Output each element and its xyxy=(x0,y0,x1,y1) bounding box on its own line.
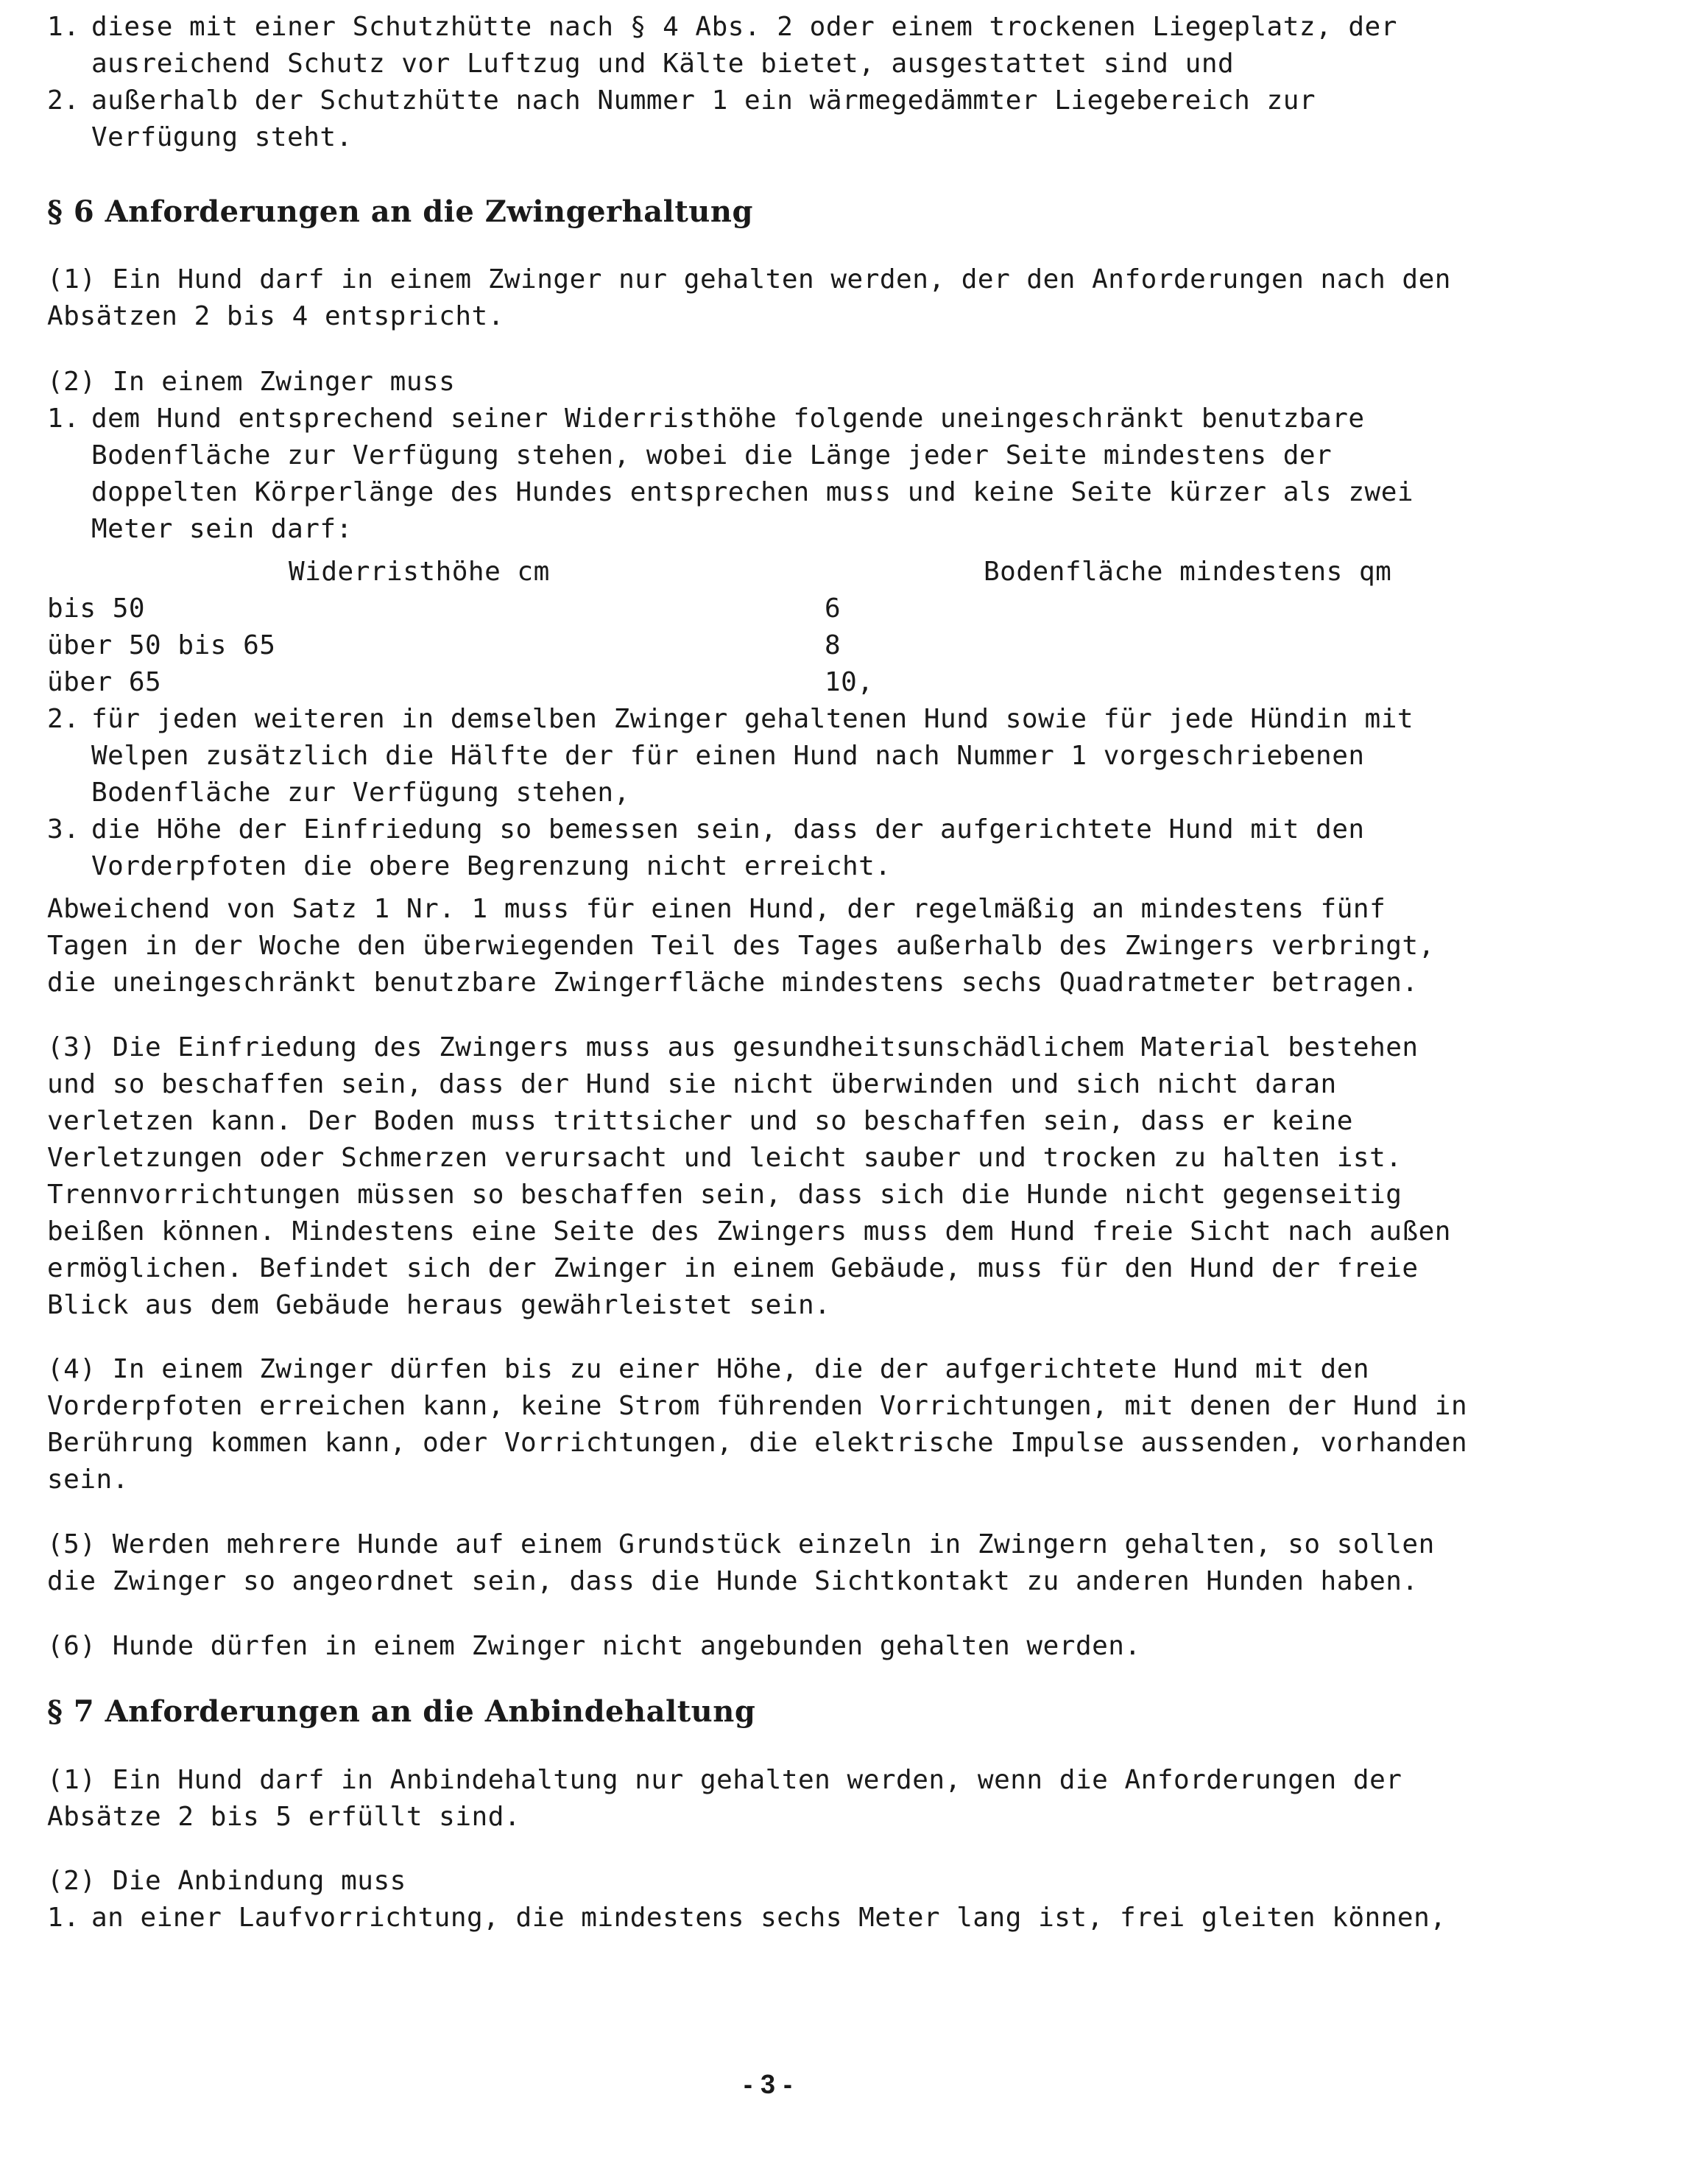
paragraph-line: verletzen kann. Der Boden muss trittsicher und so beschaffen sein, dass er keine xyxy=(47,1106,1353,1136)
table-header: Widerristhöhe cm xyxy=(289,557,550,587)
list-item-text: Meter sein darf: xyxy=(91,514,353,544)
table-cell: 10, xyxy=(825,667,874,697)
paragraph-line: (3) Die Einfriedung des Zwingers muss aus gesundheitsunschädlichem Material bestehen xyxy=(47,1032,1419,1062)
list-item-text: doppelten Körperlänge des Hundes entsprechen muss und keine Seite kürzer als zwei xyxy=(91,477,1414,507)
paragraph-line: (5) Werden mehrere Hunde auf einem Grundstück einzeln in Zwingern gehalten, so sollen xyxy=(47,1529,1435,1559)
list-item-text: an einer Laufvorrichtung, die mindestens sechs Meter lang ist, frei gleiten können, xyxy=(91,1903,1447,1933)
list-number: 1. xyxy=(47,1903,80,1933)
paragraph-line: (1) Ein Hund darf in einem Zwinger nur gehalten werden, der den Anforderungen nach den xyxy=(47,264,1451,295)
paragraph-line: (4) In einem Zwinger dürfen bis zu einer Höhe, die der aufgerichtete Hund mit den xyxy=(47,1354,1370,1384)
list-item-text: dem Hund entsprechend seiner Widerristhöhe folgende uneingeschränkt benutzbare xyxy=(91,403,1365,434)
table-cell: bis 50 xyxy=(47,593,146,624)
section-heading: § 6 Anforderungen an die Zwingerhaltung xyxy=(47,194,753,229)
list-item-text: ausreichend Schutz vor Luftzug und Kälte bietet, ausgestattet sind und xyxy=(91,49,1235,79)
list-item-text: für jeden weiteren in demselben Zwinger gehaltenen Hund sowie für jede Hündin mit xyxy=(91,704,1414,734)
paragraph-line: Verletzungen oder Schmerzen verursacht und leicht sauber und trocken zu halten ist. xyxy=(47,1143,1402,1173)
paragraph-line: (2) Die Anbindung muss xyxy=(47,1866,406,1896)
paragraph-line: (6) Hunde dürfen in einem Zwinger nicht angebunden gehalten werden. xyxy=(47,1631,1141,1661)
list-number: 2. xyxy=(47,85,80,116)
paragraph-line: Tagen in der Woche den überwiegenden Teil des Tages außerhalb des Zwingers verbringt, xyxy=(47,931,1435,961)
paragraph-line: Vorderpfoten erreichen kann, keine Strom führenden Vorrichtungen, mit denen der Hund in xyxy=(47,1391,1468,1421)
paragraph-line: (1) Ein Hund darf in Anbindehaltung nur gehalten werden, wenn die Anforderungen der xyxy=(47,1765,1402,1795)
list-item-text: Welpen zusätzlich die Hälfte der für einen Hund nach Nummer 1 vorgeschriebenen xyxy=(91,741,1365,771)
list-number: 2. xyxy=(47,704,80,734)
list-item-text: diese mit einer Schutzhütte nach § 4 Abs. 2 oder einem trockenen Liegeplatz, der xyxy=(91,12,1397,42)
paragraph-line: Absätze 2 bis 5 erfüllt sind. xyxy=(47,1802,521,1832)
paragraph-line: beißen können. Mindestens eine Seite des Zwingers muss dem Hund freie Sicht nach außen xyxy=(47,1216,1451,1247)
list-number: 1. xyxy=(47,12,80,42)
table-header: Bodenfläche mindestens qm xyxy=(984,557,1392,587)
paragraph-line: Berührung kommen kann, oder Vorrichtungen, die elektrische Impulse aussenden, vorhanden xyxy=(47,1428,1468,1458)
section-heading: § 7 Anforderungen an die Anbindehaltung xyxy=(47,1694,756,1729)
paragraph-line: Trennvorrichtungen müssen so beschaffen sein, dass sich die Hunde nicht gegenseitig xyxy=(47,1180,1402,1210)
list-item-text: Bodenfläche zur Verfügung stehen, wobei die Länge jeder Seite mindestens der xyxy=(91,440,1333,470)
page-number: - 3 - xyxy=(744,2069,793,2099)
table-cell: 6 xyxy=(825,593,841,624)
paragraph-line: und so beschaffen sein, dass der Hund sie nicht überwinden und sich nicht daran xyxy=(47,1069,1337,1099)
paragraph-line: Abweichend von Satz 1 Nr. 1 muss für einen Hund, der regelmäßig an mindestens fünf xyxy=(47,894,1386,924)
paragraph-line: (2) In einem Zwinger muss xyxy=(47,367,456,397)
paragraph-line: sein. xyxy=(47,1465,129,1495)
list-item-text: Bodenfläche zur Verfügung stehen, xyxy=(91,778,630,808)
table-cell: über 65 xyxy=(47,667,162,697)
list-item-text: die Höhe der Einfriedung so bemessen sein, dass der aufgerichtete Hund mit den xyxy=(91,814,1365,845)
list-number: 3. xyxy=(47,814,80,845)
table-cell: über 50 bis 65 xyxy=(47,630,276,660)
list-item-text: Verfügung steht. xyxy=(91,122,353,152)
paragraph-line: die Zwinger so angeordnet sein, dass die Hunde Sichtkontakt zu anderen Hunden haben. xyxy=(47,1566,1419,1596)
paragraph-line: Blick aus dem Gebäude heraus gewährleistet sein. xyxy=(47,1290,831,1320)
paragraph-line: die uneingeschränkt benutzbare Zwingerfläche mindestens sechs Quadratmeter betragen. xyxy=(47,968,1419,998)
list-number: 1. xyxy=(47,403,80,434)
list-item-text: Vorderpfoten die obere Begrenzung nicht erreicht. xyxy=(91,851,892,881)
paragraph-line: Absätzen 2 bis 4 entspricht. xyxy=(47,301,504,331)
table-cell: 8 xyxy=(825,630,841,660)
list-item-text: außerhalb der Schutzhütte nach Nummer 1 ein wärmegedämmter Liegebereich zur xyxy=(91,85,1316,116)
paragraph-line: ermöglichen. Befindet sich der Zwinger in einem Gebäude, muss für den Hund der freie xyxy=(47,1253,1419,1283)
